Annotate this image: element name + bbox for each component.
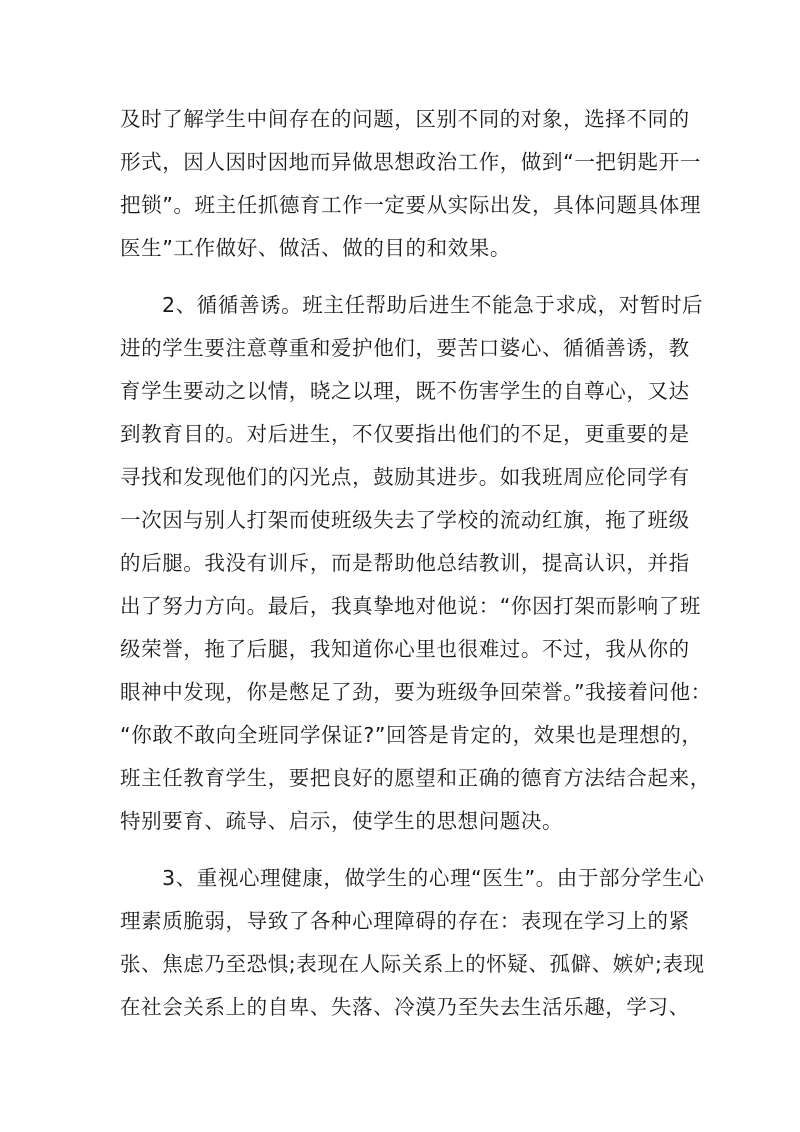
text-line: 育学生要动之以情，晓之以理，既不伤害学生的自尊心，又达	[120, 379, 690, 403]
text-line: 在社会关系上的自卑、失落、冷漠乃至失去生活乐趣，学习、	[120, 995, 690, 1019]
text-line: 进的学生要注意尊重和爱护他们，要苦口婆心、循循善诱，教	[120, 336, 690, 360]
text-line: 及时了解学生中间存在的问题，区别不同的对象，选择不同的	[120, 107, 690, 131]
text-line: 形式，因人因时因地而异做思想政治工作，做到“一把钥匙开一	[120, 150, 701, 174]
text-line: 班主任教育学生，要把良好的愿望和正确的德育方法结合起来，	[120, 766, 711, 790]
text-line: “你敢不敢向全班同学保证?”回答是肯定的，效果也是理想的，	[120, 723, 703, 747]
text-line: 2、循循善诱。班主任帮助后进生不能急于求成，对暂时后	[162, 293, 704, 317]
text-line: 张、焦虑乃至恐惧;表现在人际关系上的怀疑、孤僻、嫉妒;表现	[120, 952, 705, 976]
paragraph-3	[120, 857, 705, 1029]
document-page	[120, 98, 712, 1043]
text-line: 把锁”。班主任抓德育工作一定要从实际出发，具体问题具体理	[120, 193, 701, 217]
text-line: 寻找和发现他们的闪光点，鼓励其进步。如我班周应伦同学有	[120, 465, 690, 489]
text-line: 医生”工作做好、做活、做的目的和效果。	[120, 236, 512, 260]
text-line: 出了努力方向。最后，我真挚地对他说：“你因打架而影响了班	[120, 594, 701, 618]
text-line: 级荣誉，拖了后腿，我知道你心里也很难过。不过，我从你的	[120, 637, 690, 661]
text-line: 一次因与别人打架而使班级失去了学校的流动红旗，拖了班级	[120, 508, 690, 532]
text-line: 的后腿。我没有训斥，而是帮助他总结教训，提高认识，并指	[120, 551, 690, 575]
text-line: 到教育目的。对后进生，不仅要指出他们的不足，更重要的是	[120, 422, 690, 446]
text-line: 眼神中发现，你是憋足了劲，要为班级争回荣誉。”我接着问他：	[120, 680, 712, 704]
paragraph-1	[120, 98, 701, 270]
text-line: 特别要育、疏导、启示，使学生的思想问题决。	[120, 809, 564, 833]
text-line: 3、重视心理健康，做学生的心理“医生”。由于部分学生心	[162, 866, 705, 890]
paragraph-2	[120, 284, 712, 843]
text-line: 理素质脆弱，导致了各种心理障碍的存在：表现在学习上的紧	[120, 909, 690, 933]
